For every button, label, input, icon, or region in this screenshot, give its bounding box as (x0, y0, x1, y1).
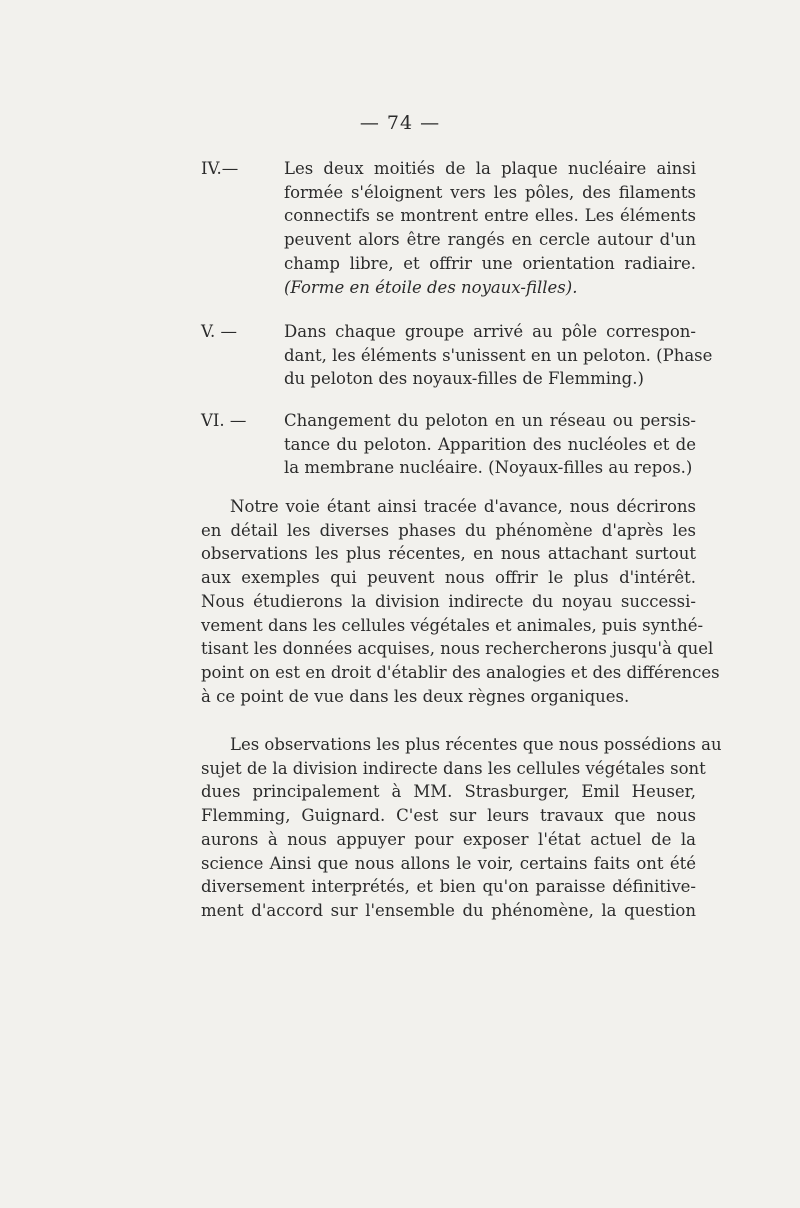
text-line: diversement interprétés, et bien qu'on paraisse définitive- (201, 877, 696, 897)
text-line: Flemming, Guignard. C'est sur leurs travaux que nous (201, 806, 696, 826)
text-line: sujet de la division indirecte dans les cellules végétales sont (201, 758, 706, 778)
text-line: Notre voie étant ainsi tracée d'avance, nous décrirons (230, 497, 696, 516)
text-line: Les deux moitiés de la plaque nucléaire ainsi (284, 159, 696, 178)
text-line: aux exemples qui peuvent nous offrir le plus d'intérêt. (201, 568, 696, 588)
text-line: champ libre, et offrir une orientation radiaire. (284, 253, 696, 273)
text-line: Les observations les plus récentes que nous possédions au (230, 735, 722, 754)
item-v-text (284, 320, 713, 391)
item-v-marker: V. — (201, 322, 238, 341)
text-line: à ce point de vue dans les deux règnes organiques. (201, 686, 630, 706)
item-vi-marker: VI. — (201, 411, 247, 430)
text-line: science Ainsi que nous allons le voir, certains faits ont été (201, 853, 696, 873)
item-iv-text (284, 157, 696, 299)
text-line: point on est en droit d'établir des analogies et des différences (201, 662, 720, 682)
page-number: — 74 — (359, 112, 441, 134)
text-line: Nous étudierons la division indirecte du noyau successi- (201, 591, 696, 611)
text-line: tance du peloton. Apparition des nucléoles et de (284, 434, 696, 454)
italic-line: (Forme en étoile des noyaux-filles). (284, 277, 578, 297)
text-line: tisant les données acquises, nous rechercherons jusqu'à quel (201, 639, 714, 659)
paragraph-2 (201, 733, 722, 923)
text-line: dues principalement à MM. Strasburger, Emil Heuser, (201, 782, 696, 802)
text-line: en détail les diverses phases du phénomène d'après les (201, 520, 696, 540)
text-line: dant, les éléments s'unissent en un peloton. (Phase (284, 345, 713, 365)
text-line: Dans chaque groupe arrivé au pôle correspon- (284, 322, 696, 341)
text-line: formée s'éloignent vers les pôles, des filaments (284, 182, 696, 202)
paragraph-1 (201, 495, 720, 708)
text-line: peuvent alors être rangés en cercle autour d'un (284, 230, 696, 250)
text-line: Changement du peloton en un réseau ou persis- (284, 411, 696, 430)
text-line: connectifs se montrent entre elles. Les éléments (284, 206, 696, 226)
text-line: aurons à nous appuyer pour exposer l'état actuel de la (201, 829, 696, 849)
text-line: la membrane nucléaire. (Noyaux-filles au repos.) (284, 458, 693, 478)
text-line: vement dans les cellules végétales et animales, puis synthé- (201, 615, 704, 635)
item-vi-text (284, 409, 696, 480)
text-line: observations les plus récentes, en nous attachant surtout (201, 544, 696, 564)
text-line: du peloton des noyaux-filles de Flemming.) (284, 369, 644, 389)
text-line: ment d'accord sur l'ensemble du phénomène, la question (201, 900, 696, 920)
item-iv-marker: IV.— (201, 159, 239, 178)
